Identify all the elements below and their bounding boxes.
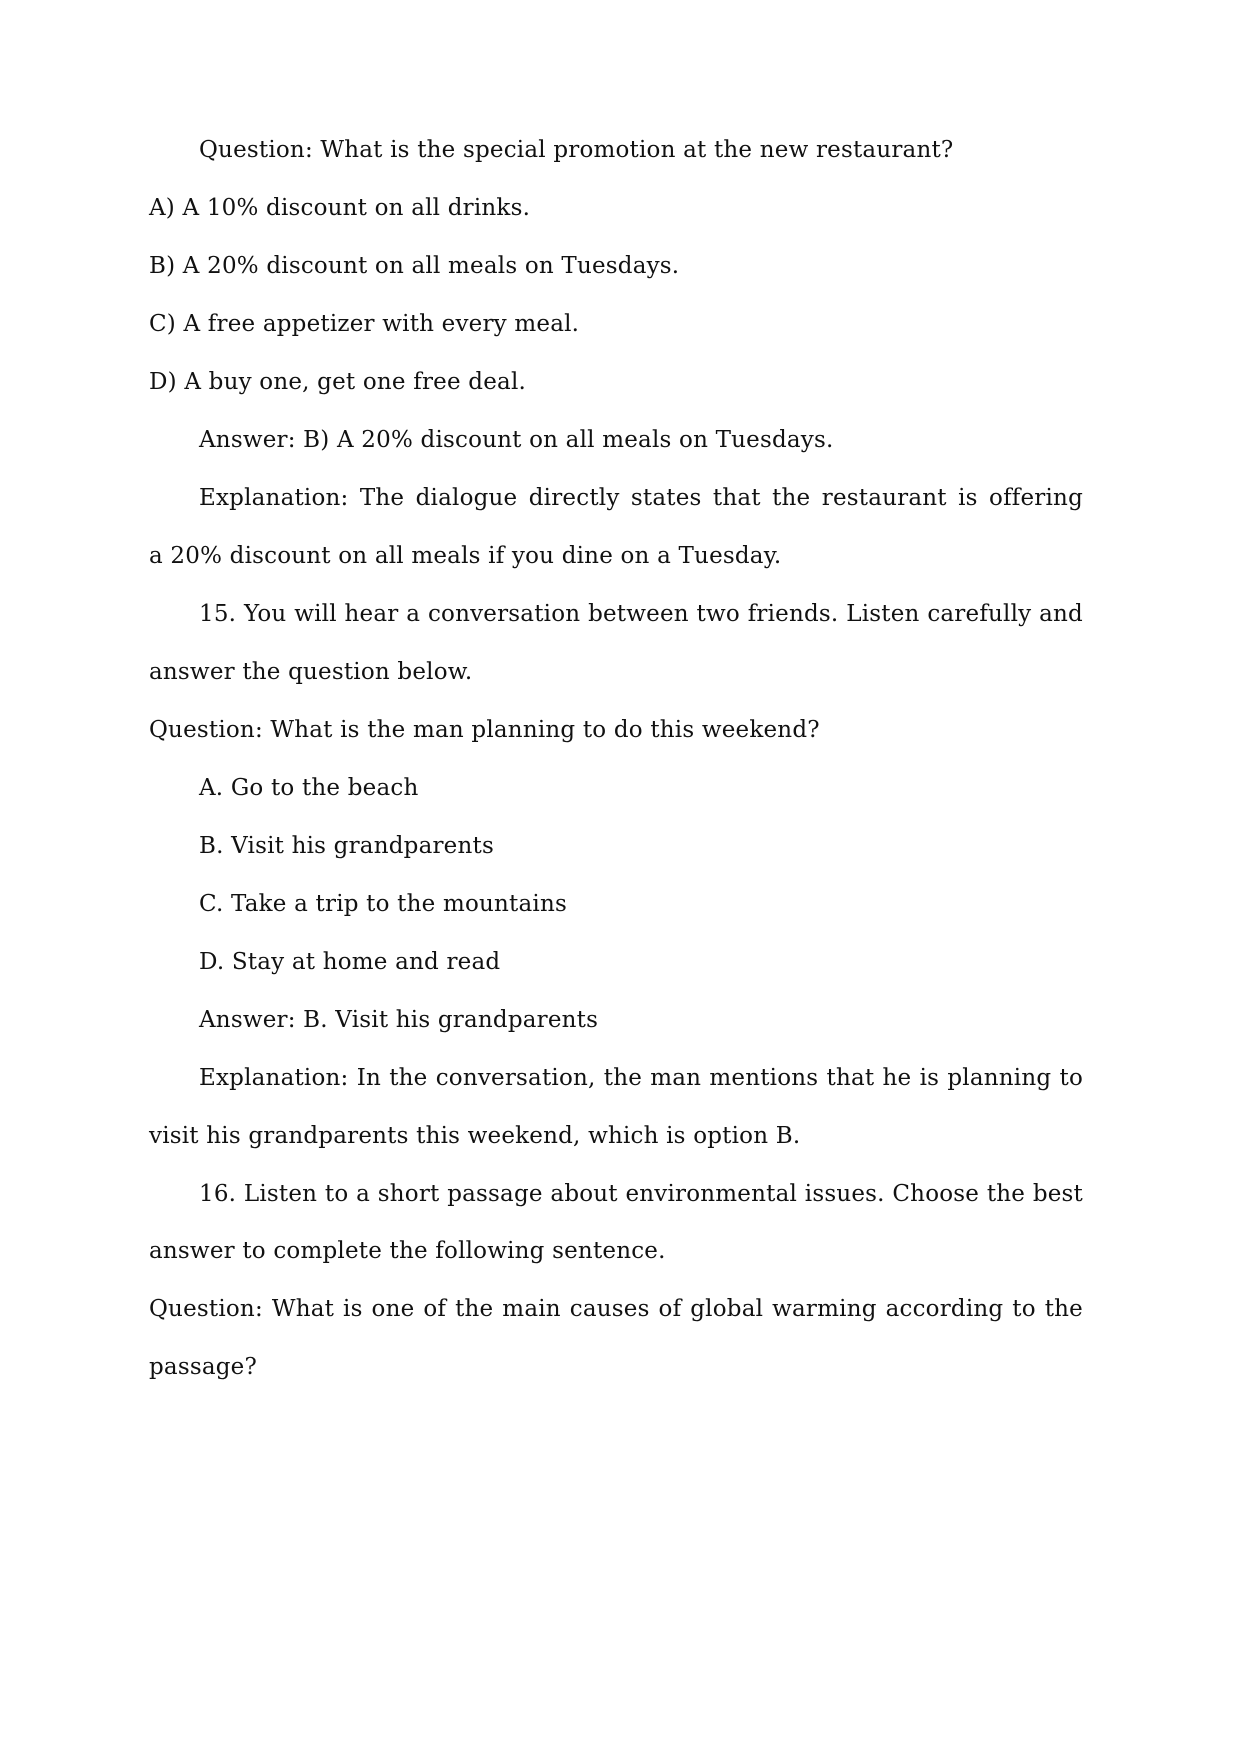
question-15-prompt-continued: answer the question below.: [149, 659, 473, 685]
option-d: D) A buy one, get one free deal.: [149, 369, 527, 395]
question-15-explanation: Explanation: In the conversation, the man mentions that he is planning to: [199, 1065, 1083, 1091]
explanation-text-continued: a 20% discount on all meals if you dine on a Tuesday.: [149, 543, 782, 569]
question-15-question: Question: What is the man planning to do this weekend?: [149, 717, 820, 743]
question-16-question: Question: What is one of the main causes of global warming according to the: [149, 1296, 1083, 1322]
question-15-option-c: C. Take a trip to the mountains: [199, 891, 567, 917]
answer-text: Answer: B) A 20% discount on all meals on Tuesdays.: [199, 427, 834, 453]
option-b: B) A 20% discount on all meals on Tuesdays.: [149, 253, 680, 279]
option-c: C) A free appetizer with every meal.: [149, 311, 580, 337]
question-15-option-d: D. Stay at home and read: [199, 949, 501, 975]
question-15-option-a: A. Go to the beach: [199, 775, 419, 801]
question-16-prompt: 16. Listen to a short passage about environmental issues. Choose the best: [199, 1181, 1083, 1207]
question-16-prompt-continued: answer to complete the following sentence.: [149, 1238, 666, 1264]
question-15-explanation-continued: visit his grandparents this weekend, which is option B.: [149, 1123, 801, 1149]
question-15-option-b: B. Visit his grandparents: [199, 833, 494, 859]
question-15-answer: Answer: B. Visit his grandparents: [199, 1007, 599, 1033]
explanation-text: Explanation: The dialogue directly states that the restaurant is offering: [199, 485, 1083, 511]
question-15-prompt: 15. You will hear a conversation between two friends. Listen carefully and: [199, 601, 1083, 627]
option-a: A) A 10% discount on all drinks.: [149, 195, 531, 221]
question-16-question-continued: passage?: [149, 1354, 258, 1380]
question-text: Question: What is the special promotion at the new restaurant?: [199, 137, 954, 163]
